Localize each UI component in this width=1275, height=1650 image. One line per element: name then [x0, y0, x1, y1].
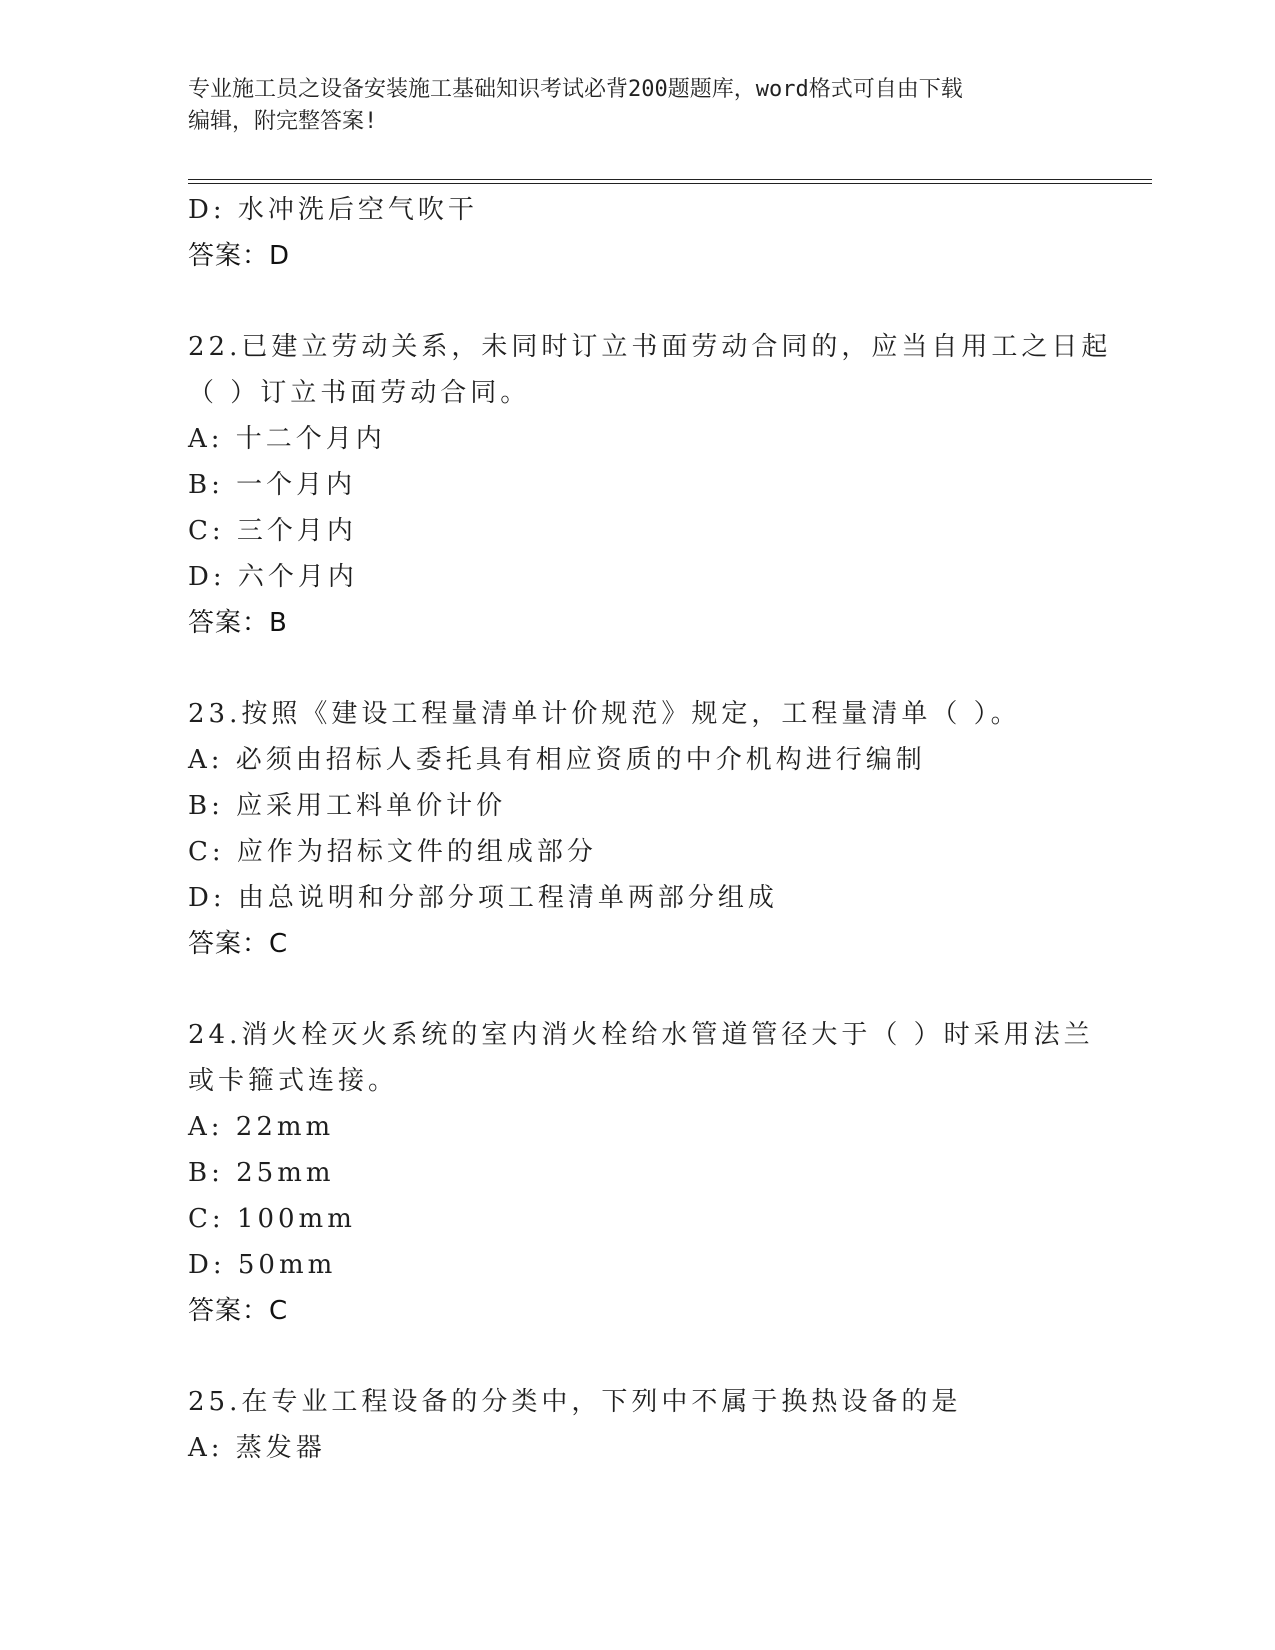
question-stem: 22.已建立劳动关系，未同时订立书面劳动合同的，应当自用工之日起	[188, 332, 1112, 362]
option-d: D: 50mm	[188, 1250, 337, 1280]
option-a: A: 十二个月内	[188, 424, 386, 454]
question-21-tail	[188, 187, 1088, 279]
option-b: B: 一个月内	[188, 470, 357, 500]
option-c: C: 三个月内	[188, 516, 357, 546]
option-b: B: 应采用工料单价计价	[188, 791, 507, 821]
question-stem: 25.在专业工程设备的分类中，下列中不属于换热设备的是	[188, 1387, 962, 1417]
option-a: A: 22mm	[188, 1112, 335, 1142]
option-b: B: 25mm	[188, 1158, 335, 1188]
question-list	[188, 187, 1112, 1471]
option-d: D: 由总说明和分部分项工程清单两部分组成	[188, 883, 778, 913]
answer-label: 答案：D	[188, 241, 291, 271]
option-a: A: 必须由招标人委托具有相应资质的中介机构进行编制	[188, 745, 926, 775]
document-header	[188, 74, 1088, 138]
header-rule-top	[188, 179, 1152, 180]
question-23	[188, 691, 1088, 967]
header-line-1: 专业施工员之设备安装施工基础知识考试必背200题题库，word格式可自由下载	[188, 77, 963, 102]
spacer	[188, 1334, 1088, 1379]
question-stem-continued: 或卡箍式连接。	[188, 1066, 399, 1096]
question-24	[188, 1012, 1094, 1334]
answer-label: 答案：C	[188, 1296, 289, 1326]
header-rule-bottom	[188, 183, 1152, 184]
option-d: D: 六个月内	[188, 562, 358, 592]
spacer	[188, 967, 1088, 1012]
question-stem: 24.消火栓灭火系统的室内消火栓给水管道管径大于（ ）时采用法兰	[188, 1020, 1094, 1050]
header-line-2: 编辑，附完整答案!	[188, 109, 378, 134]
option-c: C: 应作为招标文件的组成部分	[188, 837, 597, 867]
option-a: A: 蒸发器	[188, 1433, 326, 1463]
question-22	[188, 324, 1112, 646]
answer-label: 答案：B	[188, 608, 288, 638]
answer-label: 答案：C	[188, 929, 289, 959]
question-stem-continued: （ ）订立书面劳动合同。	[188, 378, 531, 408]
question-25	[188, 1379, 1088, 1471]
option-d: D: 水冲洗后空气吹干	[188, 195, 478, 225]
spacer	[188, 279, 1088, 324]
option-c: C: 100mm	[188, 1204, 356, 1234]
spacer	[188, 646, 1088, 691]
question-stem: 23.按照《建设工程量清单计价规范》规定，工程量清单（ ）。	[188, 699, 1021, 729]
